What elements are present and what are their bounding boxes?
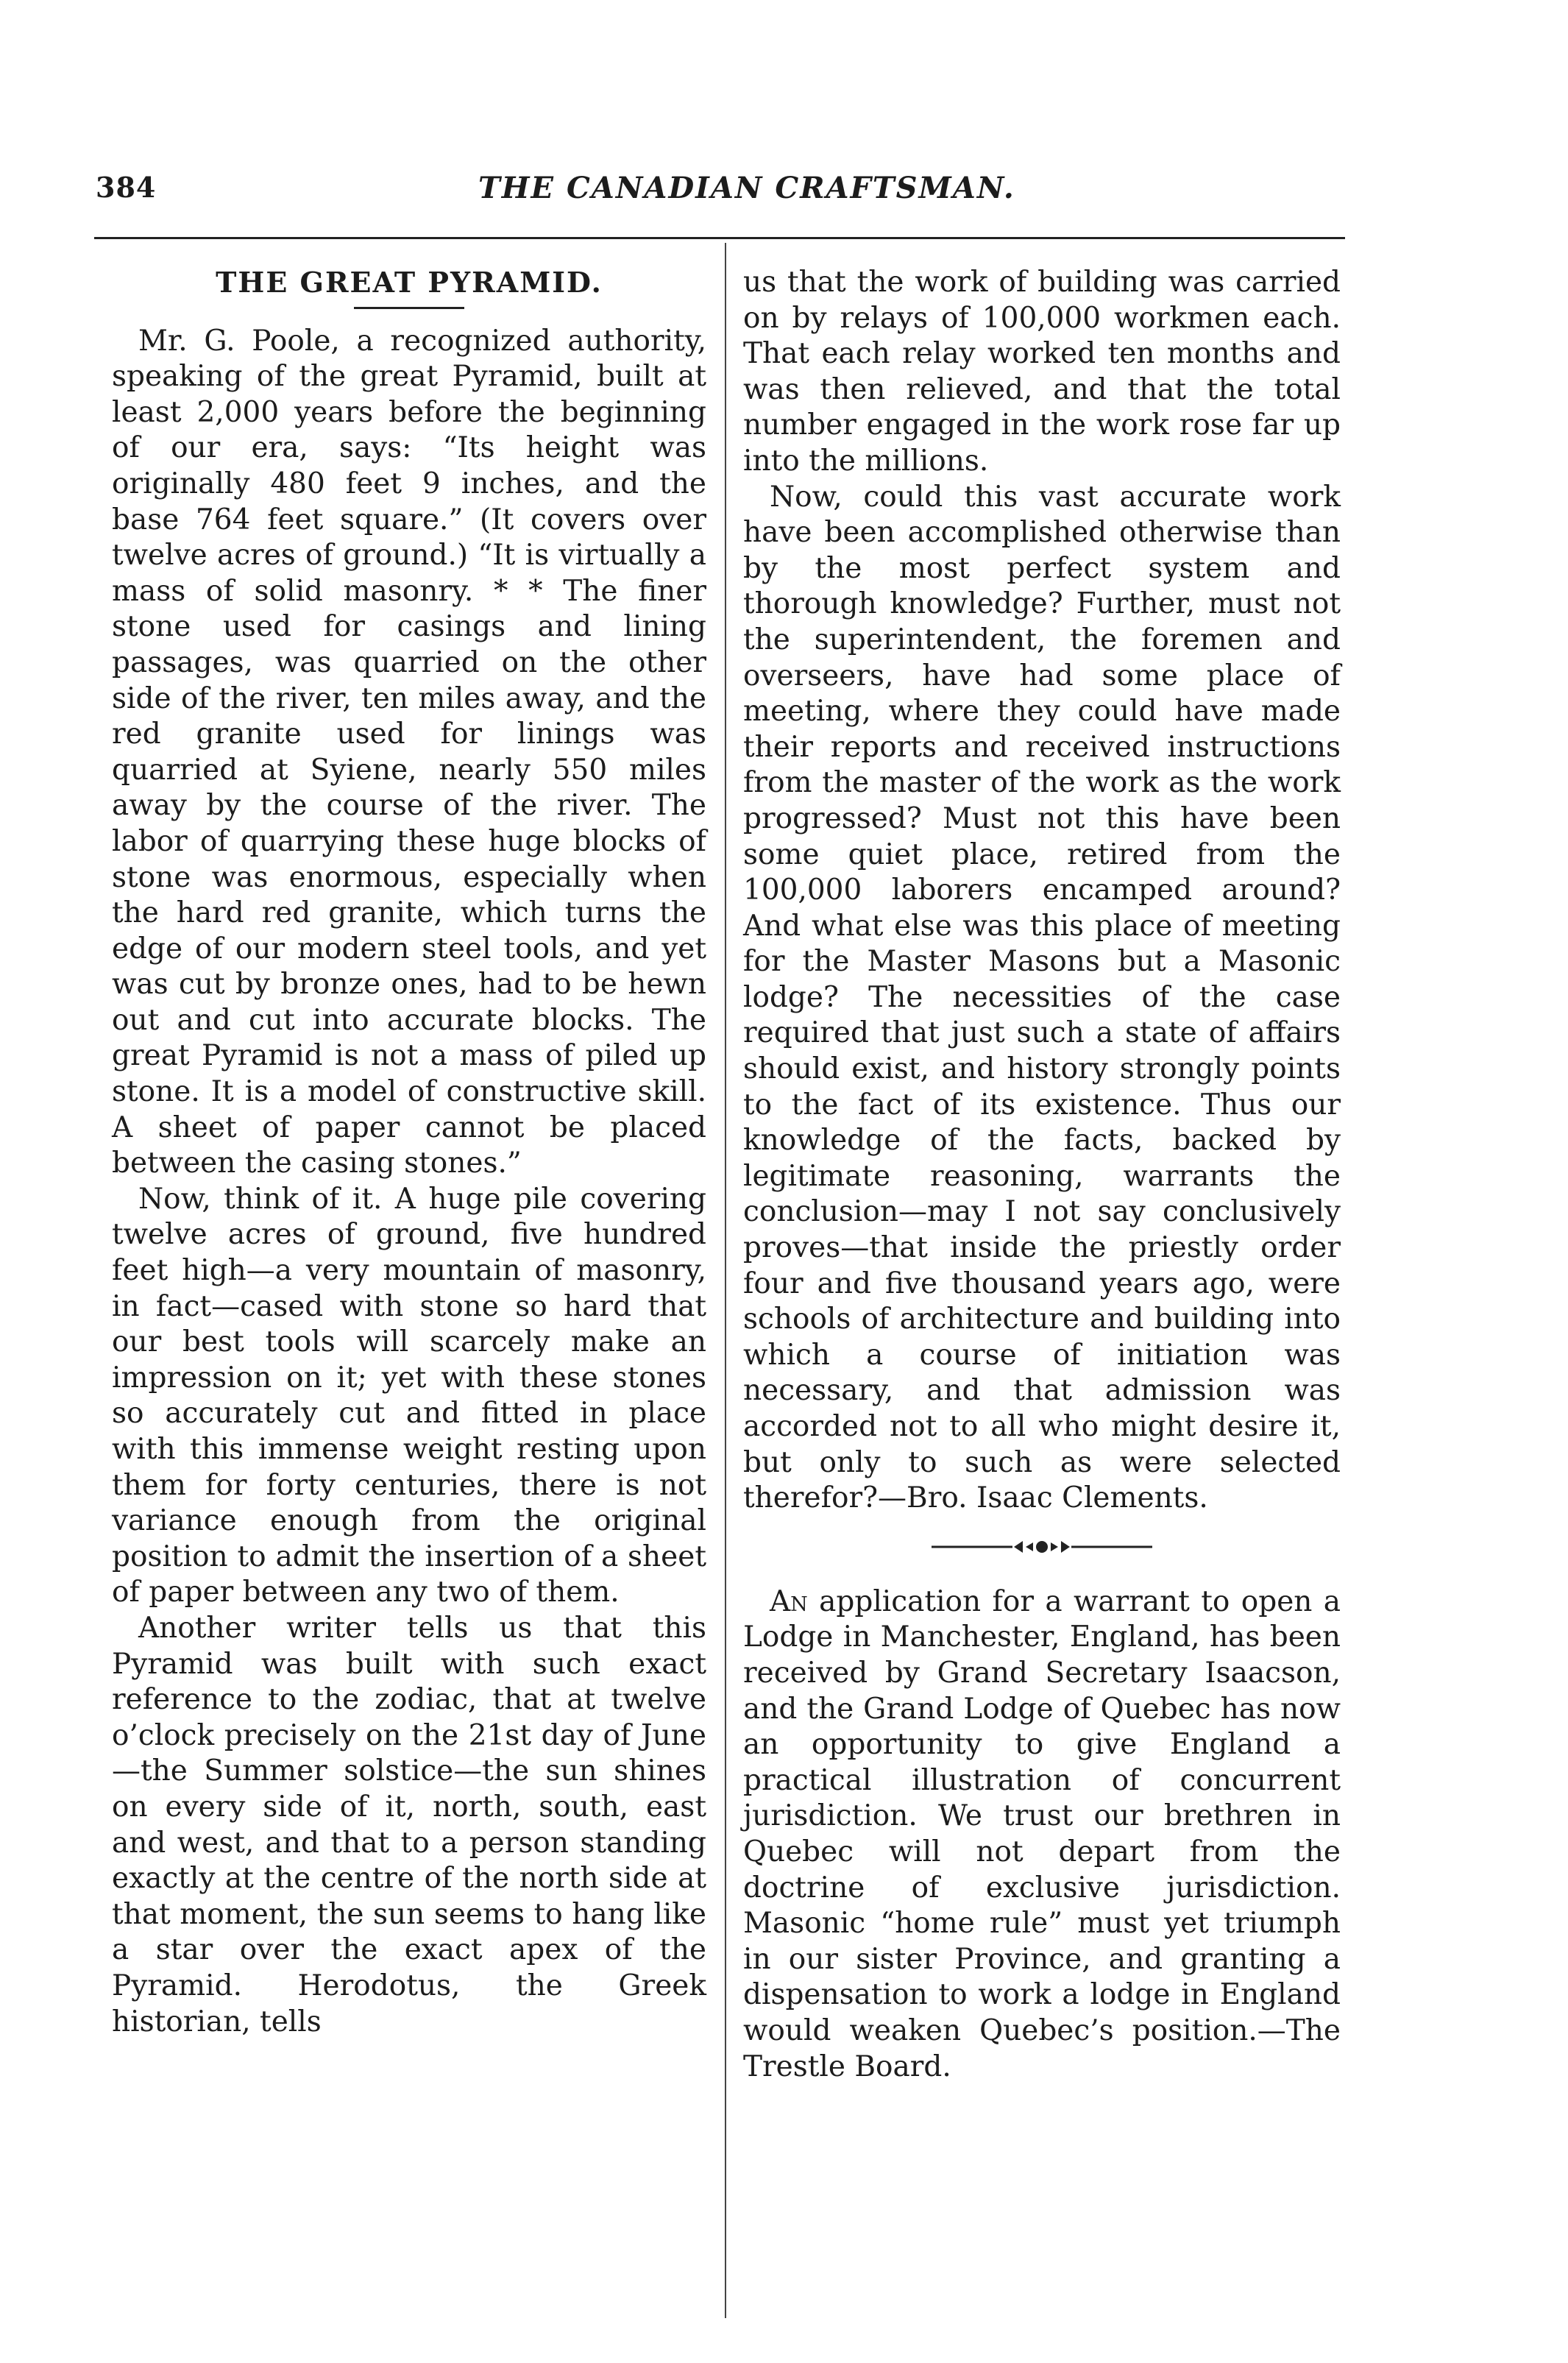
section-ornament [932, 1536, 1152, 1558]
lead-word: An [770, 1584, 808, 1618]
running-head [96, 171, 1339, 215]
left-column [112, 265, 706, 2040]
page-number: 384 [96, 171, 157, 204]
article-title: THE GREAT PYRAMID. [216, 266, 603, 299]
article-text: application for a warrant to open a Lodge in Manchester, England, has been received by Grand Secretary Isaacson, and the Grand Lodge of Quebec has now an opportunity to give England a practical illustration of concurrent jurisdiction. We trust our brethren in Quebec will not depart from the doctrine of exclusive jurisdiction. Masonic “home rule” must yet triumph in our sister Province, and granting a dispensation to work a lodge in England would weaken Quebec’s position.—The Trestle Board. [743, 1584, 1341, 2083]
paragraph: Mr. G. Poole, a recognized authority, speaking of the great Pyramid, built at least 2,000 years before the beginning of our era, says: “Its height was originally 480 feet 9 inches, and the base 764 feet square.” (It covers over twelve acres of ground.) “It is virtually a mass of solid masonry. * * The finer stone used for casings and lining passages, was quarried on the other side of the river, ten miles away, and the red granite used for linings was quarried at Syiene, nearly 550 miles away by the course of the river. The labor of quarrying these huge blocks of stone was enormous, especially when the hard red granite, which turns the edge of our modern steel tools, and yet was cut by bronze ones, had to be hewn out and cut into accurate blocks. The great Pyramid is not a mass of piled up stone. It is a model of constructive skill. A sheet of paper cannot be placed between the casing stones.” [112, 324, 706, 1180]
column-divider [725, 243, 726, 2318]
paragraph: Now, think of it. A huge pile covering twelve acres of ground, five hundred feet high—a very mountain of masonry, in fact—cased with stone so hard that our best tools will scarcely make an impression on it; yet with these stones so accurately cut and fitted in place with this immense weight resting upon them for forty centuries, there is not variance enough from the original position to admit the insertion of a sheet of paper between any two of them. [112, 1182, 706, 1609]
paragraph: us that the work of building was carried on by relays of 100,000 workmen each. That each relay worked ten months and was then relieved, and that the total number engaged in the work rose far up into the millions. [743, 266, 1341, 478]
paragraph: Now, could this vast accurate work have been accomplished otherwise than by the most perfect system and thorough knowledge? Further, must not the superintendent, the foremen and overseers, have had some place of meeting, where they could have made their reports and received instructions from the master of the work as the work progressed? Must not this have been some quiet place, retired from the 100,000 laborers encamped around? And what else was this place of meeting for the Master Masons but a Masonic lodge? The necessities of the case required that just such a state of affairs should exist, and history strongly points to the fact of its existence. Thus our knowledge of the facts, backed by legitimate reasoning, warrants the conclusion—may I not say conclusively proves—that inside the priestly order four and five thousand years ago, were schools of architecture and building into which a course of initiation was necessary, and that admission was accorded not to all who might desire it, but only to such as were selected therefor?—Bro. Isaac Clements. [743, 480, 1341, 1515]
second-article [743, 1584, 1341, 2085]
right-column [743, 265, 1341, 2085]
paragraph: Another writer tells us that this Pyramid was built with such exact reference to the zodiac, that at twelve o’clock precisely on the 21st day of June—the Summer solstice—the sun shines on every side of it, north, south, east and west, and that to a person standing exactly at the centre of the north side at that moment, the sun seems to hang like a star over the exact apex of the Pyramid. Herodotus, the Greek historian, tells [112, 1611, 706, 2038]
journal-title: THE CANADIAN CRAFTSMAN. [478, 171, 1015, 205]
header-rule [94, 237, 1345, 239]
title-rule [354, 307, 464, 309]
